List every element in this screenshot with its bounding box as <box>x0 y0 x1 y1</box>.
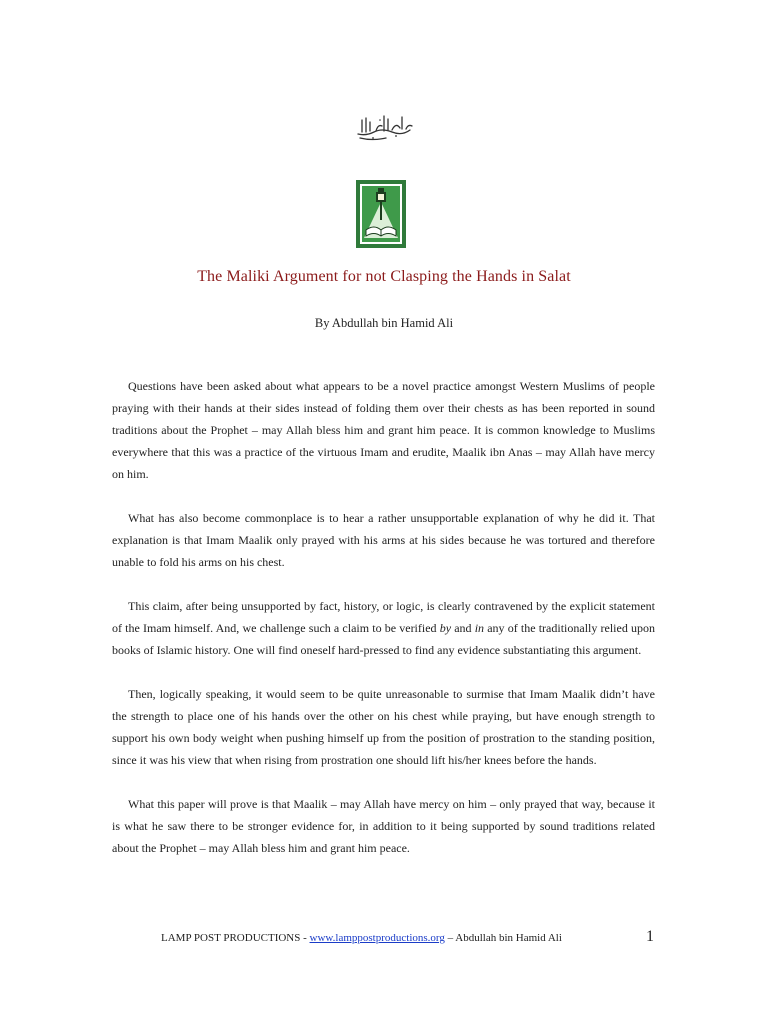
bismillah-calligraphy-icon <box>352 110 416 142</box>
page-footer <box>161 932 562 944</box>
paragraph-text: This claim, after being unsupported by fact, history, or logic, is clearly contravened by the explicit statement of the Imam himself. And, we challenge such a claim to be verified <box>112 599 655 635</box>
emphasis-text: in <box>474 621 485 635</box>
page-number: 1 <box>646 928 654 945</box>
document-title: The Maliki Argument for not Clasping the Hands in Salat <box>197 268 571 285</box>
paragraph: Then, logically speaking, it would seem to be quite unreasonable to surmise that Imam Maalik didn’t have the strength to place one of his hands over the other on his chest while praying, but have enough strength to support his own body weight when pushing himself up from the position of prostration to the standing position, since it was his view that when rising from prostration one should lift his/her knees before the hands. <box>112 687 655 767</box>
footer-publisher: LAMP POST PRODUCTIONS - <box>161 932 310 944</box>
emphasis-text: by <box>439 621 452 635</box>
website-link[interactable]: www.lamppostproductions.org <box>309 932 445 944</box>
document-body <box>112 375 655 881</box>
author-byline: By Abdullah bin Hamid Ali <box>314 316 454 330</box>
paragraph: What this paper will prove is that Maalik – may Allah have mercy on him – only prayed that way, because it is what he saw there to be stronger evidence for, in addition to it being supported by sound traditions related about the Prophet – may Allah bless him and grant him peace. <box>112 797 655 855</box>
paragraph-text: any of the traditionally relied upon books of Islamic history. One will find oneself hard-pressed to find any evidence substantiating this argument. <box>112 621 656 657</box>
paragraph: Questions have been asked about what appears to be a novel practice amongst Western Muslims of people praying with their hands at their sides instead of folding them over their chests as has been reported in sound traditions about the Prophet – may Allah bless him and grant him peace. It is common knowledge to Muslims everywhere that this was a practice of the virtuous Imam and erudite, Maalik ibn Anas – may Allah have mercy on him. <box>112 379 655 481</box>
paragraph: What has also become commonplace is to hear a rather unsupportable explanation of why he did it. That explanation is that Imam Maalik only prayed with his arms at his sides because he was tortured and therefore unable to fold his arms on his chest. <box>112 511 655 569</box>
paragraph <box>112 595 655 661</box>
paragraph-text: and <box>451 621 475 635</box>
lamp-book-logo-icon <box>356 180 406 248</box>
footer-author: – Abdullah bin Hamid Ali <box>444 932 562 944</box>
